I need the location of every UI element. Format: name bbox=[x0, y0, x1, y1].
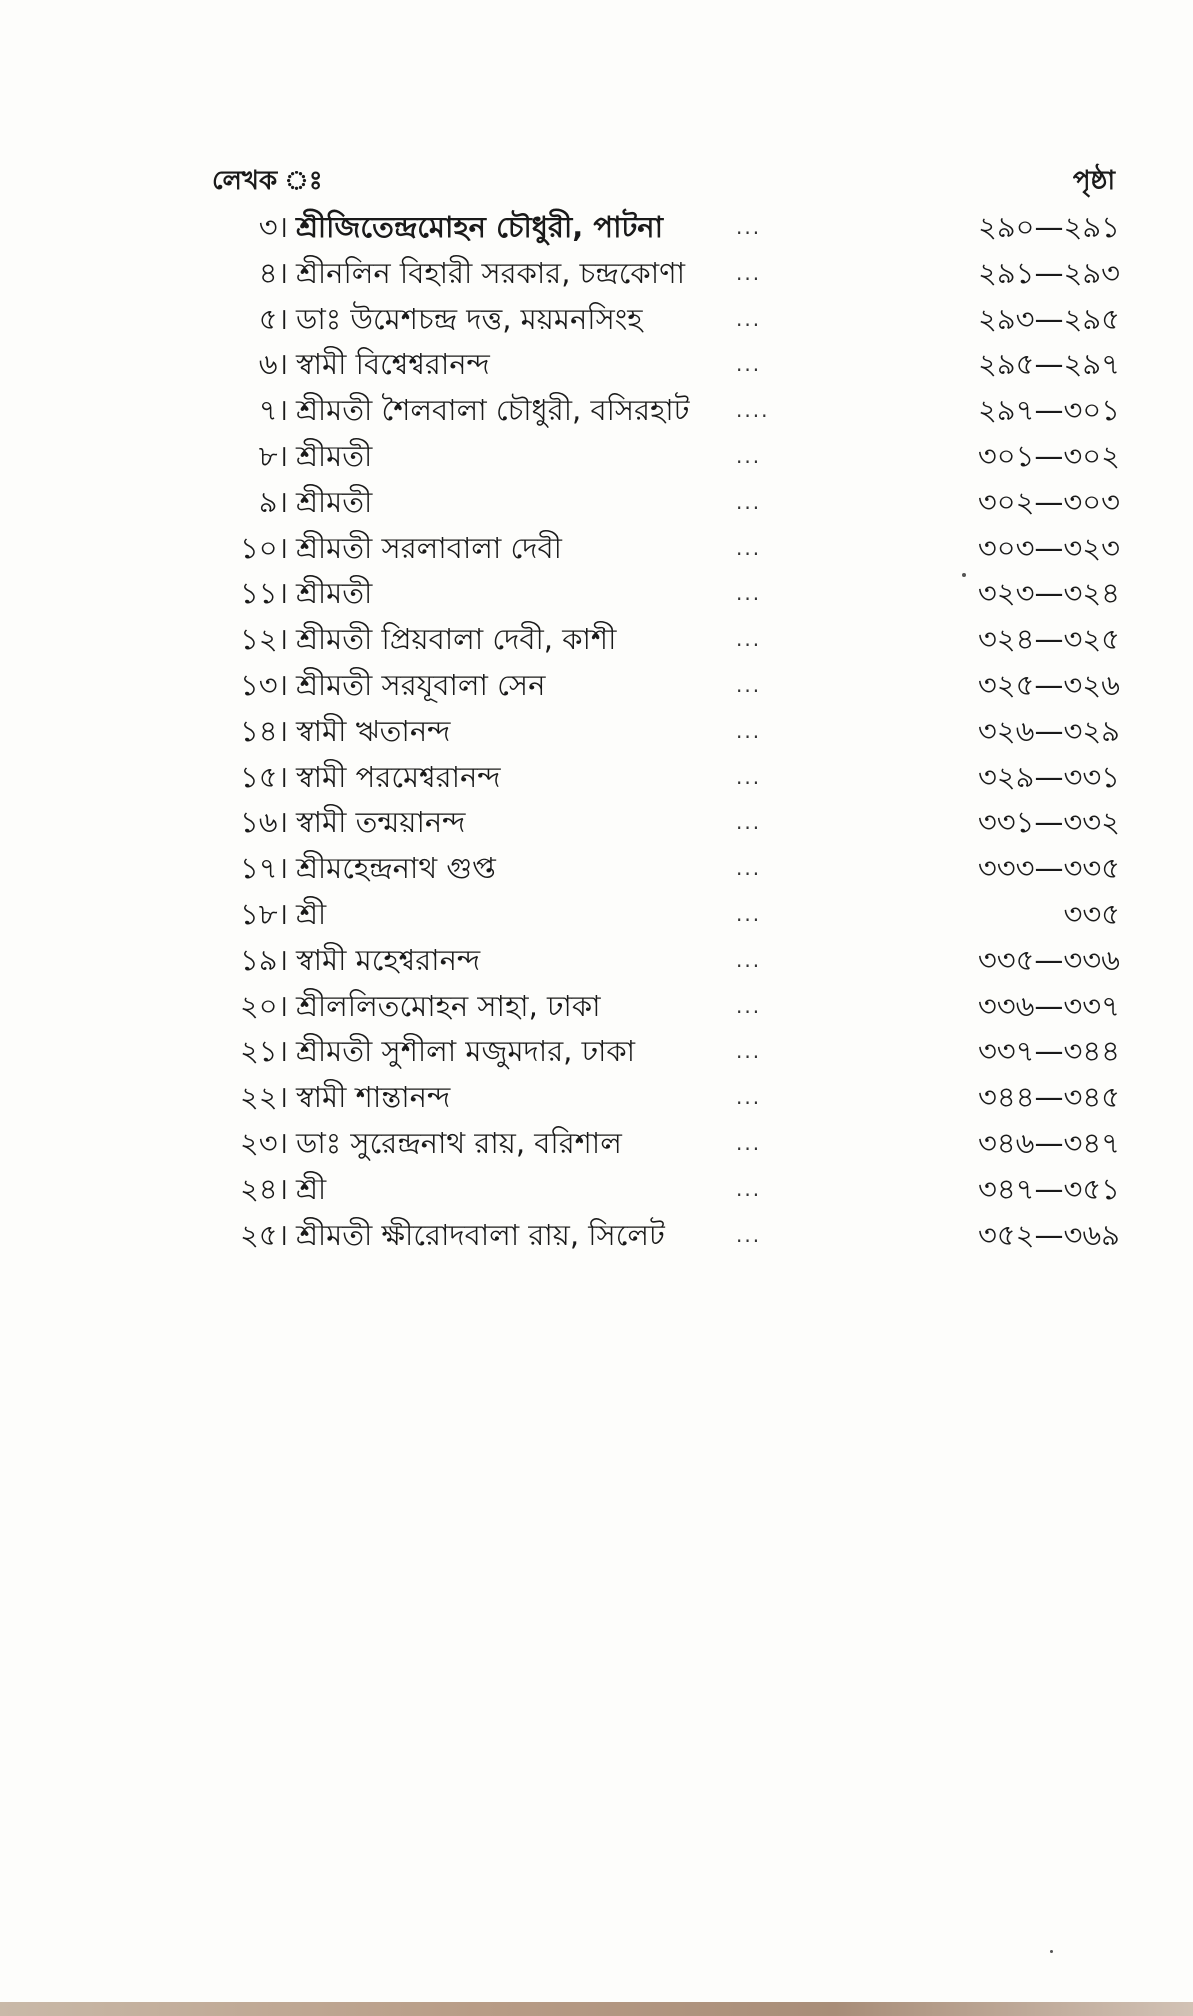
entry-number: ১০। bbox=[239, 530, 288, 565]
entry-author: শ্রীমতী সরযূবালা সেন bbox=[296, 667, 546, 702]
entry-author: শ্রীমতী শৈলবালা চৌধুরী, বসিরহাট bbox=[296, 393, 690, 428]
list-item bbox=[200, 388, 1120, 434]
entry-number: ১৮। bbox=[239, 896, 288, 931]
entry-number: ৯। bbox=[258, 484, 288, 519]
leader-dots: ... bbox=[736, 581, 762, 606]
entry-number: ২২। bbox=[239, 1080, 288, 1115]
entry-number: ২৪। bbox=[239, 1171, 288, 1206]
list-item bbox=[200, 251, 1120, 297]
entry-pages: ৩৩৫—৩৩৬ bbox=[977, 942, 1120, 977]
entry-pages: ৩২৬—৩২৯ bbox=[977, 713, 1120, 748]
entry-pages: ৩৩১—৩৩২ bbox=[977, 805, 1120, 840]
entry-author: শ্রী bbox=[296, 1171, 327, 1206]
entry-pages: ৩০১—৩০২ bbox=[977, 438, 1120, 473]
entry-author: শ্রীমতী bbox=[296, 576, 373, 611]
entry-author: শ্রীললিতমোহন সাহা, ঢাকা bbox=[296, 988, 601, 1023]
entry-author: শ্রীমহেন্দ্রনাথ গুপ্ত bbox=[296, 851, 496, 886]
leader-dots: ... bbox=[736, 535, 762, 560]
leader-dots: ... bbox=[736, 672, 762, 697]
entry-number: ২৫। bbox=[239, 1217, 288, 1252]
leader-dots: ... bbox=[736, 947, 762, 972]
leader-dots: ... bbox=[736, 260, 762, 285]
entry-number: ৮। bbox=[258, 438, 288, 473]
list-item bbox=[200, 342, 1120, 388]
entry-number: ১৯। bbox=[239, 942, 288, 977]
entry-number: ১১। bbox=[239, 576, 288, 611]
list-item bbox=[200, 846, 1120, 892]
entry-pages: ২৯১—২৯৩ bbox=[977, 255, 1120, 290]
entry-author: ডাঃ সুরেন্দ্রনাথ রায়, বরিশাল bbox=[296, 1125, 622, 1160]
page-edge-strip bbox=[0, 2002, 1193, 2016]
entry-pages: ২৯৭—৩০১ bbox=[977, 393, 1120, 428]
leader-dots: ... bbox=[736, 1085, 762, 1110]
entry-pages: ৩৪৬—৩৪৭ bbox=[977, 1125, 1120, 1160]
leader-dots: ... bbox=[736, 764, 762, 789]
list-item bbox=[200, 663, 1120, 709]
entry-pages: ৩৩৬—৩৩৭ bbox=[977, 988, 1120, 1023]
list-item bbox=[200, 1075, 1120, 1121]
entry-author: শ্রীমতী bbox=[296, 438, 373, 473]
list-item bbox=[200, 1029, 1120, 1075]
entry-number: ৫। bbox=[258, 301, 288, 336]
leader-dots: ... bbox=[736, 443, 762, 468]
leader-dots: ... bbox=[736, 306, 762, 331]
leader-dots: ... bbox=[736, 352, 762, 377]
entry-number: ১২। bbox=[239, 622, 288, 657]
entry-number: ১৬। bbox=[239, 805, 288, 840]
list-item bbox=[200, 526, 1120, 572]
entry-author: শ্রীমতী সরলাবালা দেবী bbox=[296, 530, 562, 565]
entry-pages: ৩০২—৩০৩ bbox=[977, 484, 1120, 519]
entry-pages: ৩৪৪—৩৪৫ bbox=[978, 1080, 1120, 1115]
entry-number: ১৩। bbox=[239, 667, 288, 702]
leader-dots: ... bbox=[736, 1176, 762, 1201]
entry-number: ২০। bbox=[239, 988, 288, 1023]
list-item bbox=[200, 617, 1120, 663]
entry-number: ১৫। bbox=[239, 759, 288, 794]
entry-pages: ৩০৩—৩২৩ bbox=[977, 530, 1120, 565]
entry-author: স্বামী ঋতানন্দ bbox=[296, 713, 451, 748]
list-item bbox=[200, 571, 1120, 617]
list-item bbox=[200, 434, 1120, 480]
paper-speck bbox=[1050, 1950, 1053, 1953]
entry-pages: ৩২৩—৩২৪ bbox=[977, 576, 1120, 611]
entry-pages: ৩৩৫ bbox=[1063, 896, 1120, 931]
paper-speck bbox=[962, 573, 966, 577]
list-item bbox=[200, 892, 1120, 938]
entry-author: শ্রী bbox=[296, 896, 327, 931]
entry-number: ২৩। bbox=[239, 1125, 288, 1160]
entry-pages: ৩২৯—৩৩১ bbox=[977, 759, 1120, 794]
entry-author: স্বামী শান্তানন্দ bbox=[296, 1080, 451, 1115]
entry-pages: ২৯৫—২৯৭ bbox=[977, 347, 1120, 382]
entry-number: ৬। bbox=[258, 347, 288, 382]
entry-pages: ৩৫২—৩৬৯ bbox=[977, 1217, 1120, 1252]
list-item bbox=[200, 755, 1120, 801]
list-item bbox=[200, 297, 1120, 343]
list-item bbox=[200, 709, 1120, 755]
list-item bbox=[200, 480, 1120, 526]
list-item bbox=[200, 1213, 1120, 1259]
leader-dots: ... bbox=[736, 1130, 762, 1155]
table-of-contents bbox=[200, 205, 1120, 1258]
author-column-header: লেখক ঃ bbox=[212, 166, 323, 196]
entry-pages: ৩২৪—৩২৫ bbox=[977, 622, 1120, 657]
entry-author: স্বামী পরমেশ্বরানন্দ bbox=[296, 759, 501, 794]
leader-dots: ... bbox=[736, 718, 762, 743]
list-item bbox=[200, 205, 1120, 251]
entry-pages: ২৯৩—২৯৫ bbox=[977, 301, 1120, 336]
leader-dots: ... bbox=[736, 489, 762, 514]
entry-author: ডাঃ উমেশচন্দ্র দত্ত, ময়মনসিংহ bbox=[296, 301, 643, 336]
list-item bbox=[200, 984, 1120, 1030]
leader-dots: ... bbox=[736, 856, 762, 881]
entry-number: ১৪। bbox=[239, 713, 288, 748]
entry-number: ৭। bbox=[258, 393, 288, 428]
leader-dots: .... bbox=[736, 398, 770, 423]
leader-dots: ... bbox=[736, 215, 762, 239]
list-item bbox=[200, 1121, 1120, 1167]
entry-author: স্বামী তন্ময়ানন্দ bbox=[296, 805, 466, 840]
entry-pages: ৩২৫—৩২৬ bbox=[977, 667, 1120, 702]
list-item bbox=[200, 938, 1120, 984]
entry-number: ১৭। bbox=[239, 851, 288, 886]
leader-dots: ... bbox=[736, 627, 762, 652]
entry-author: স্বামী বিশ্বেশ্বরানন্দ bbox=[296, 347, 490, 382]
entry-pages: ২৯০—২৯১ bbox=[977, 210, 1120, 244]
leader-dots: ... bbox=[736, 993, 762, 1018]
entry-number: ৪। bbox=[258, 255, 288, 290]
entry-author: শ্রীজিতেন্দ্রমোহন চৌধুরী, পাটনা bbox=[296, 210, 664, 244]
entry-author: শ্রীমতী সুশীলা মজুমদার, ঢাকা bbox=[296, 1034, 636, 1069]
list-item bbox=[200, 1167, 1120, 1213]
entry-number: ৩। bbox=[258, 210, 288, 244]
entry-author: শ্রীমতী bbox=[296, 484, 373, 519]
entry-number: ২১। bbox=[239, 1034, 288, 1069]
entry-pages: ৩৪৭—৩৫১ bbox=[977, 1171, 1120, 1206]
leader-dots: ... bbox=[736, 901, 762, 926]
leader-dots: ... bbox=[736, 1222, 762, 1247]
leader-dots: ... bbox=[736, 810, 762, 835]
entry-author: শ্রীনলিন বিহারী সরকার, চন্দ্রকোণা bbox=[296, 255, 686, 290]
entry-author: স্বামী মহেশ্বরানন্দ bbox=[296, 942, 481, 977]
entry-pages: ৩৩৭—৩৪৪ bbox=[977, 1034, 1120, 1069]
entry-author: শ্রীমতী ক্ষীরোদবালা রায়, সিলেট bbox=[296, 1217, 665, 1252]
list-item bbox=[200, 800, 1120, 846]
entry-pages: ৩৩৩—৩৩৫ bbox=[977, 851, 1120, 886]
page-column-header: পৃষ্ঠা bbox=[1072, 166, 1115, 196]
leader-dots: ... bbox=[736, 1039, 762, 1064]
entry-author: শ্রীমতী প্রিয়বালা দেবী, কাশী bbox=[296, 622, 617, 657]
